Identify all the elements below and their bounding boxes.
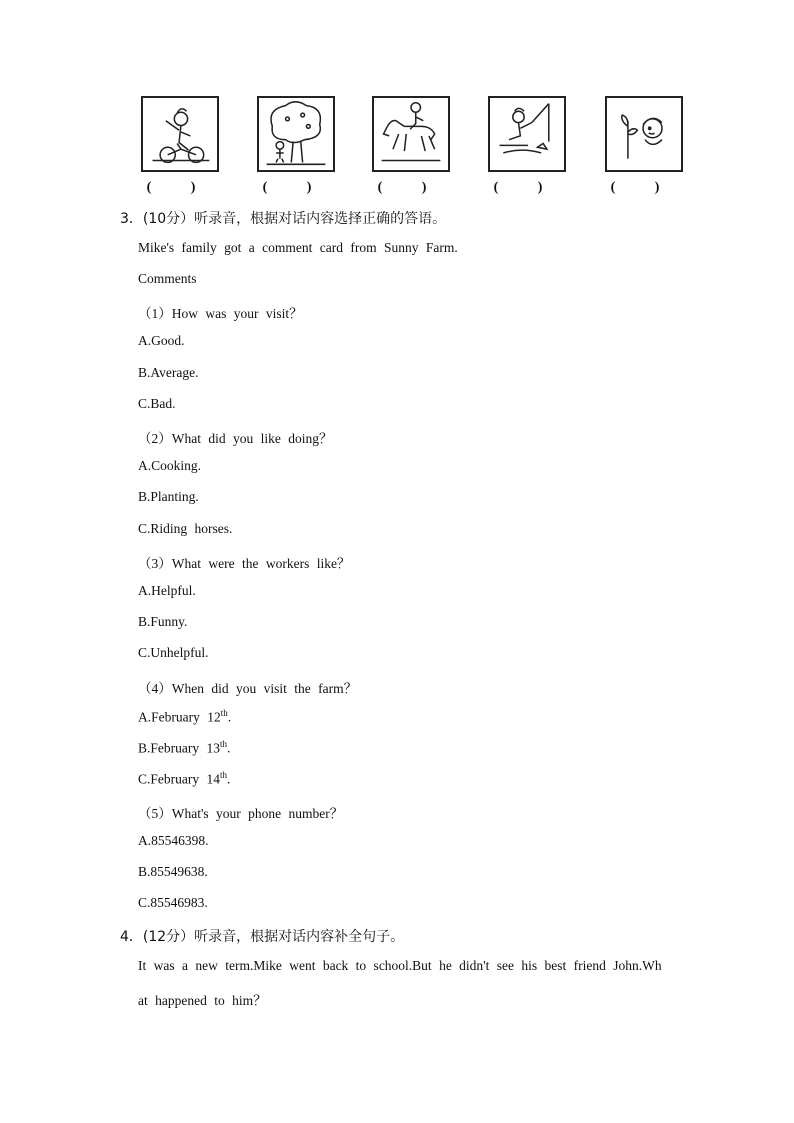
option-4c [138, 770, 230, 788]
option-4c-text: C.February 14 [138, 771, 220, 787]
sub-question-3: （3）What were the workers like？ [138, 556, 351, 571]
boy-riding-horse-icon [372, 96, 450, 172]
option-4a [138, 708, 231, 726]
sub-question-2: （2）What did you like doing？ [138, 431, 333, 446]
option-5a: A.85546398. [138, 833, 209, 848]
picture-row [0, 96, 794, 206]
option-3b: B.Funny. [138, 614, 188, 629]
child-with-plant-icon [605, 96, 683, 172]
option-3a: A.Helpful. [138, 583, 196, 598]
boy-fishing-icon [488, 96, 566, 172]
sub-question-5: （5）What's your phone number？ [138, 806, 344, 821]
ordinal-suffix: th [220, 708, 228, 718]
option-2b: B.Planting. [138, 489, 199, 504]
question-3-intro: Mike's family got a comment card from Sunny Farm. [138, 240, 458, 255]
sub-question-4: （4）When did you visit the farm？ [138, 681, 358, 696]
answer-blank-5: ( ) [610, 180, 678, 195]
answer-blank-1: ( ) [146, 180, 214, 195]
option-4a-period: . [227, 709, 232, 725]
question-4-line-2: at happened to him？ [138, 993, 267, 1008]
option-1c: C.Bad. [138, 396, 176, 411]
sub-question-1: （1）How was your visit？ [138, 306, 303, 321]
answer-blank-3: ( ) [377, 180, 445, 195]
option-5c: C.85546983. [138, 895, 208, 910]
option-1a: A.Good. [138, 333, 185, 348]
answer-blank-4: ( ) [493, 180, 561, 195]
option-2c: C.Riding horses. [138, 521, 233, 536]
comments-heading: Comments [138, 271, 197, 286]
question-4-line-1: It was a new term.Mike went back to school.But he didn't see his best friend John.Wh [138, 958, 662, 973]
ordinal-suffix: th [220, 739, 228, 749]
child-under-tree-icon [257, 96, 335, 172]
ordinal-suffix: th [220, 770, 228, 780]
option-2a: A.Cooking. [138, 458, 202, 473]
option-4a-text: A.February 12 [138, 709, 221, 725]
option-1b: B.Average. [138, 365, 199, 380]
option-4b [138, 739, 230, 757]
option-4b-period: . [227, 740, 231, 756]
person-on-bicycle-icon [141, 96, 219, 172]
option-4c-period: . [227, 771, 231, 787]
question-4-title: 4．(12分）听录音，根据对话内容补全句子。 [120, 929, 405, 945]
option-4b-text: B.February 13 [138, 740, 220, 756]
option-3c: C.Unhelpful. [138, 645, 209, 660]
question-3-title: 3．(10分）听录音，根据对话内容选择正确的答语。 [120, 211, 447, 227]
answer-blank-2: ( ) [262, 180, 330, 195]
option-5b: B.85549638. [138, 864, 208, 879]
